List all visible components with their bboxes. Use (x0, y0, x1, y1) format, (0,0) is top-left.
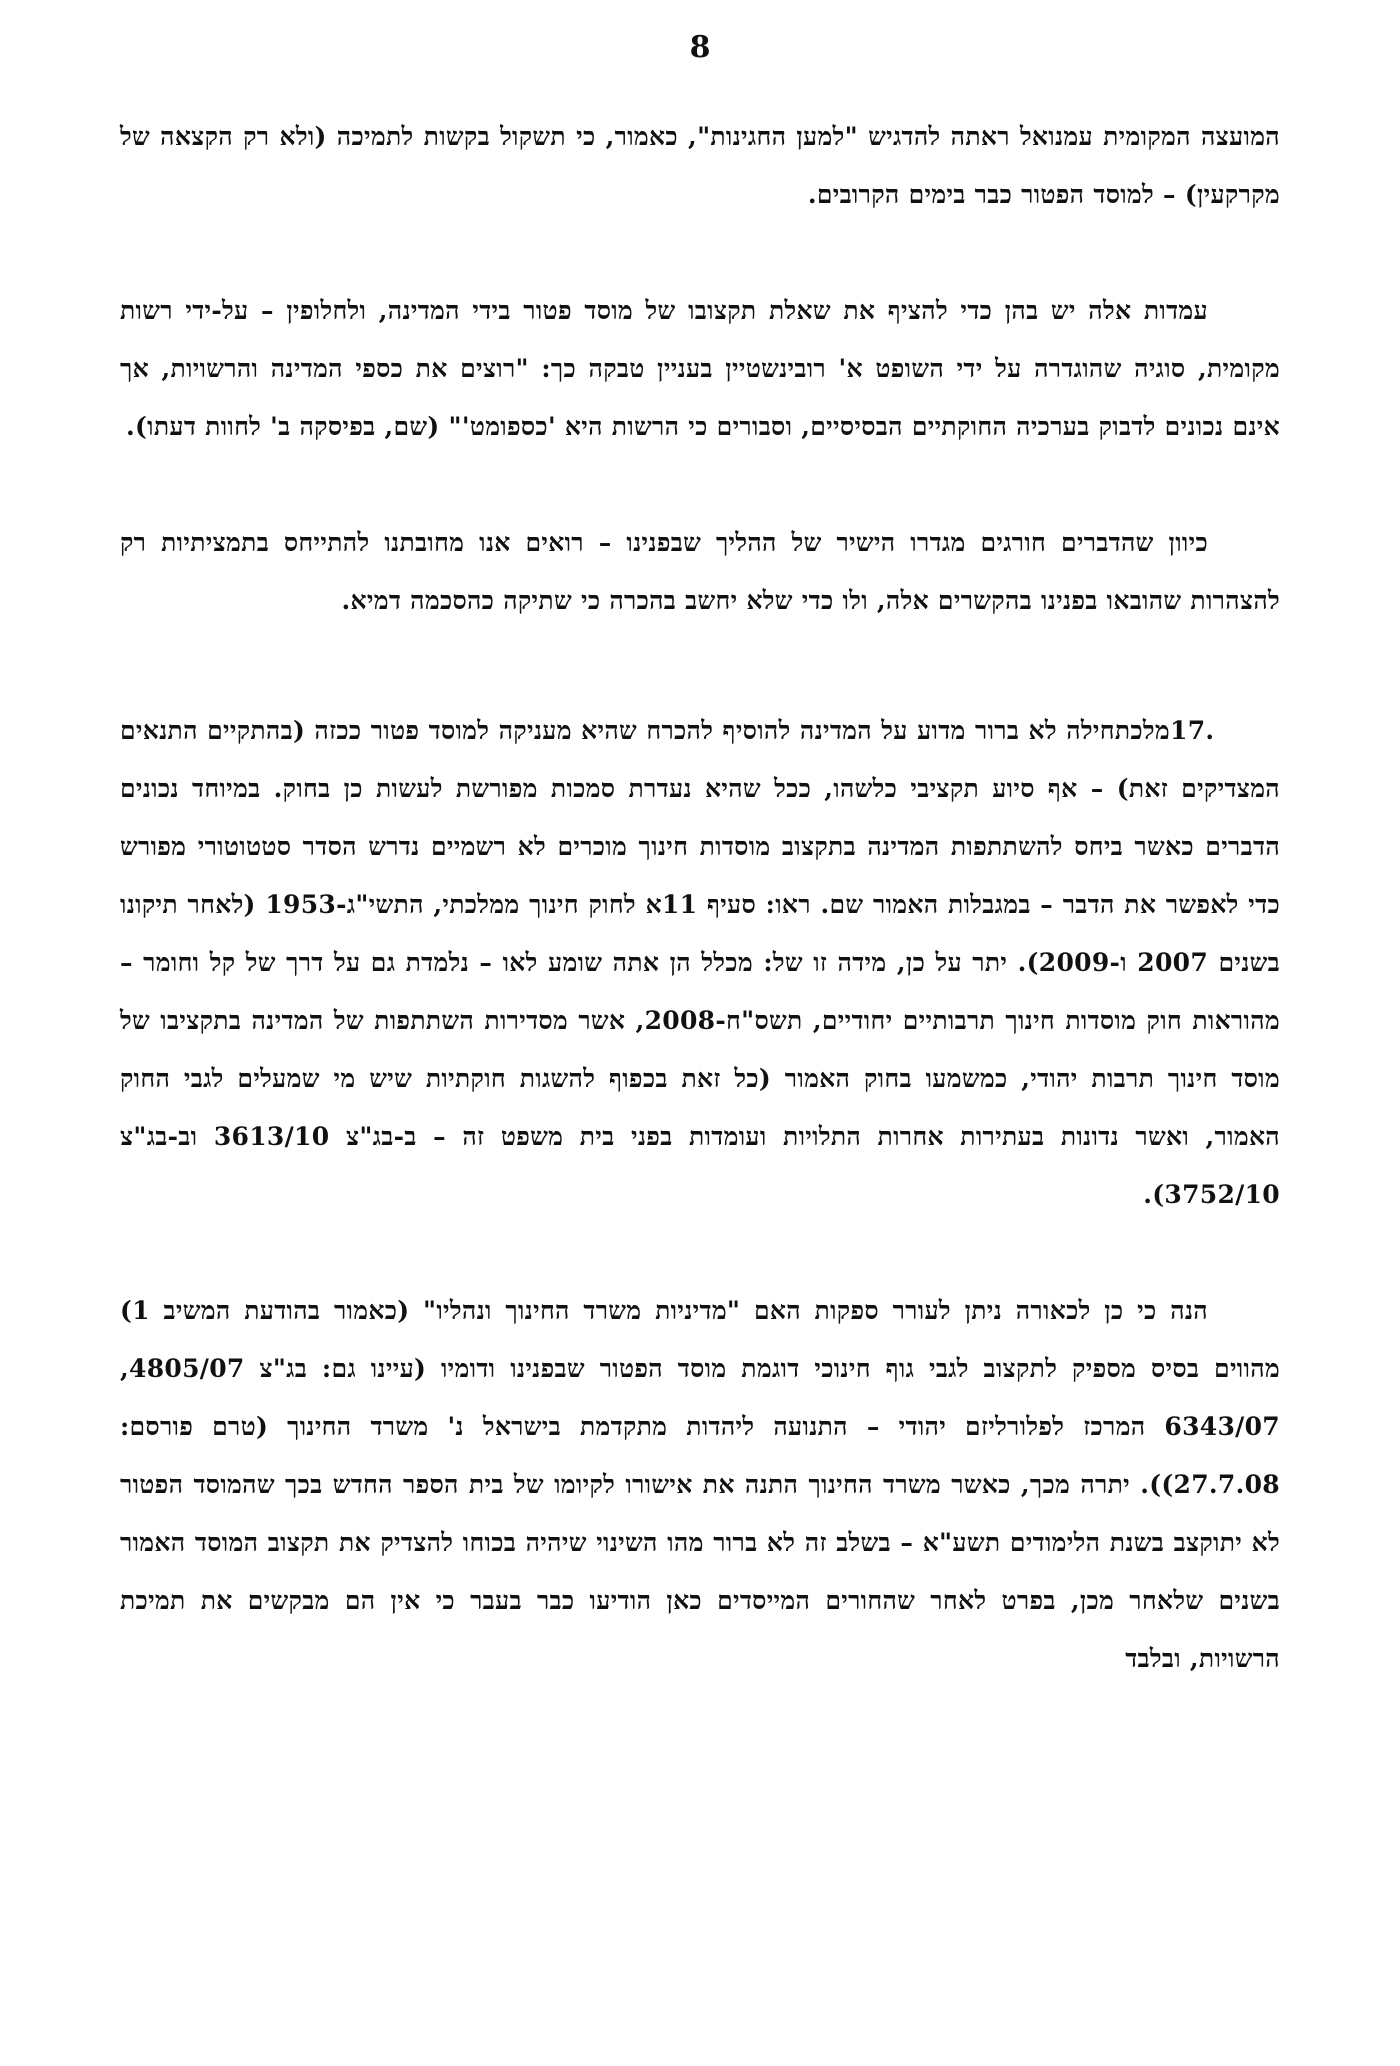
paragraph-3: כיוון שהדברים חורגים מגדרו הישיר של ההליך שבפנינו – רואים אנו מחובתנו להתייחס בתמציתיות רק להצהרות שהובאו בפנינו בהקשרים אלה, ולו כדי שלא יחשב בהכרה כי שתיקה כהסכמה דמיא. (120, 528, 1280, 615)
paragraph-2: עמדות אלה יש בהן כדי להציף את שאלת תקצובו של מוסד פטור בידי המדינה, ולחלופין – על-ידי רשות מקומית, סוגיה שהוגדרה על ידי השופט א' רובינשטיין בעניין טבקה כך: "רוצים את כספי המדינה והרשויות, אך אינם נכונים לדבוק בערכיה החוקתיים הבסיסיים, וסבורים כי הרשות היא 'כספומט'" (שם, בפיסקה ב' לחוות דעתו). (120, 296, 1280, 441)
paragraph-5: הנה כי כן לכאורה ניתן לעורר ספקות האם "מדיניות משרד החינוך ונהליו" (כאמור בהודעת המשיב 1) מהווים בסיס מספיק לתקצוב לגבי גוף חינוכי דוגמת מוסד הפטור שבפנינו ודומיו (עיינו גם: בג"צ 4805/07, 6343/07 המרכז לפלורליזם יהודי – התנועה ליהדות מתקדמת בישראל נ' משרד החינוך (טרם פורסם: 27.7.08)). יתרה מכך, כאשר משרד החינוך התנה את אישורו לקיומו של בית הספר החדש בכך שהמוסד הפטור לא יתוקצב בשנת הלימודים תשע"א – בשלב זה לא ברור מהו השינוי שיהיה בכוחו להצדיק את תקצוב המוסד האמור בשנים שלאחר מכן, בפרט לאחר שהחורים המייסדים כאן הודיעו כבר בעבר כי אין הם מבקשים את תמיכת הרשויות, ובלבד (120, 1296, 1280, 1673)
document-body (120, 108, 1280, 1746)
paragraph-17 (120, 702, 1280, 1224)
page-number: 8 (689, 30, 711, 65)
paragraph-1: המועצה המקומית עמנואל ראתה להדגיש "למען החגינות", כאמור, כי תשקול בקשות לתמיכה (ולא רק הקצאה של מקרקעין) – למוסד הפטור כבר בימים הקרובים. (120, 122, 1280, 209)
paragraph-17-text: מלכתחילה לא ברור מדוע על המדינה להוסיף להכרח שהיא מעניקה למוסד פטור ככזה (בהתקיים התנאים המצדיקים זאת) – אף סיוע תקציבי כלשהו, ככל שהיא נעדרת סמכות מפורשת לעשות כן בחוק. במיוחד נכונים הדברים כאשר ביחס להשתתפות המדינה בתקצוב מוסדות חינוך מוכרים לא רשמיים נדרש הסדר סטטוטורי מפורש כדי לאפשר את הדבר – במגבלות האמור שם. ראו: סעיף 11א לחוק חינוך ממלכתי, התשי"ג-1953 (לאחר תיקונו בשנים 2007 ו-2009). יתר על כן, מידה זו של: מכלל הן אתה שומע לאו – נלמדת גם על דרך של קל וחומר – מהוראות חוק מוסדות חינוך תרבותיים יחודיים, תשס"ח-2008, אשר מסדירות השתתפות של המדינה בתקציבו של מוסד חינוך תרבות יהודי, כמשמעו בחוק האמור (כל זאת בכפוף להשגות חוקתיות שיש מי שמעלים לגבי החוק האמור, ואשר נדונות בעתירות אחרות התלויות ועומדות בפני בית משפט זה – ב-בג"צ 3613/10 וב-בג"צ 3752/10). (120, 716, 1280, 1209)
paragraph-number: 17. (1170, 716, 1215, 745)
